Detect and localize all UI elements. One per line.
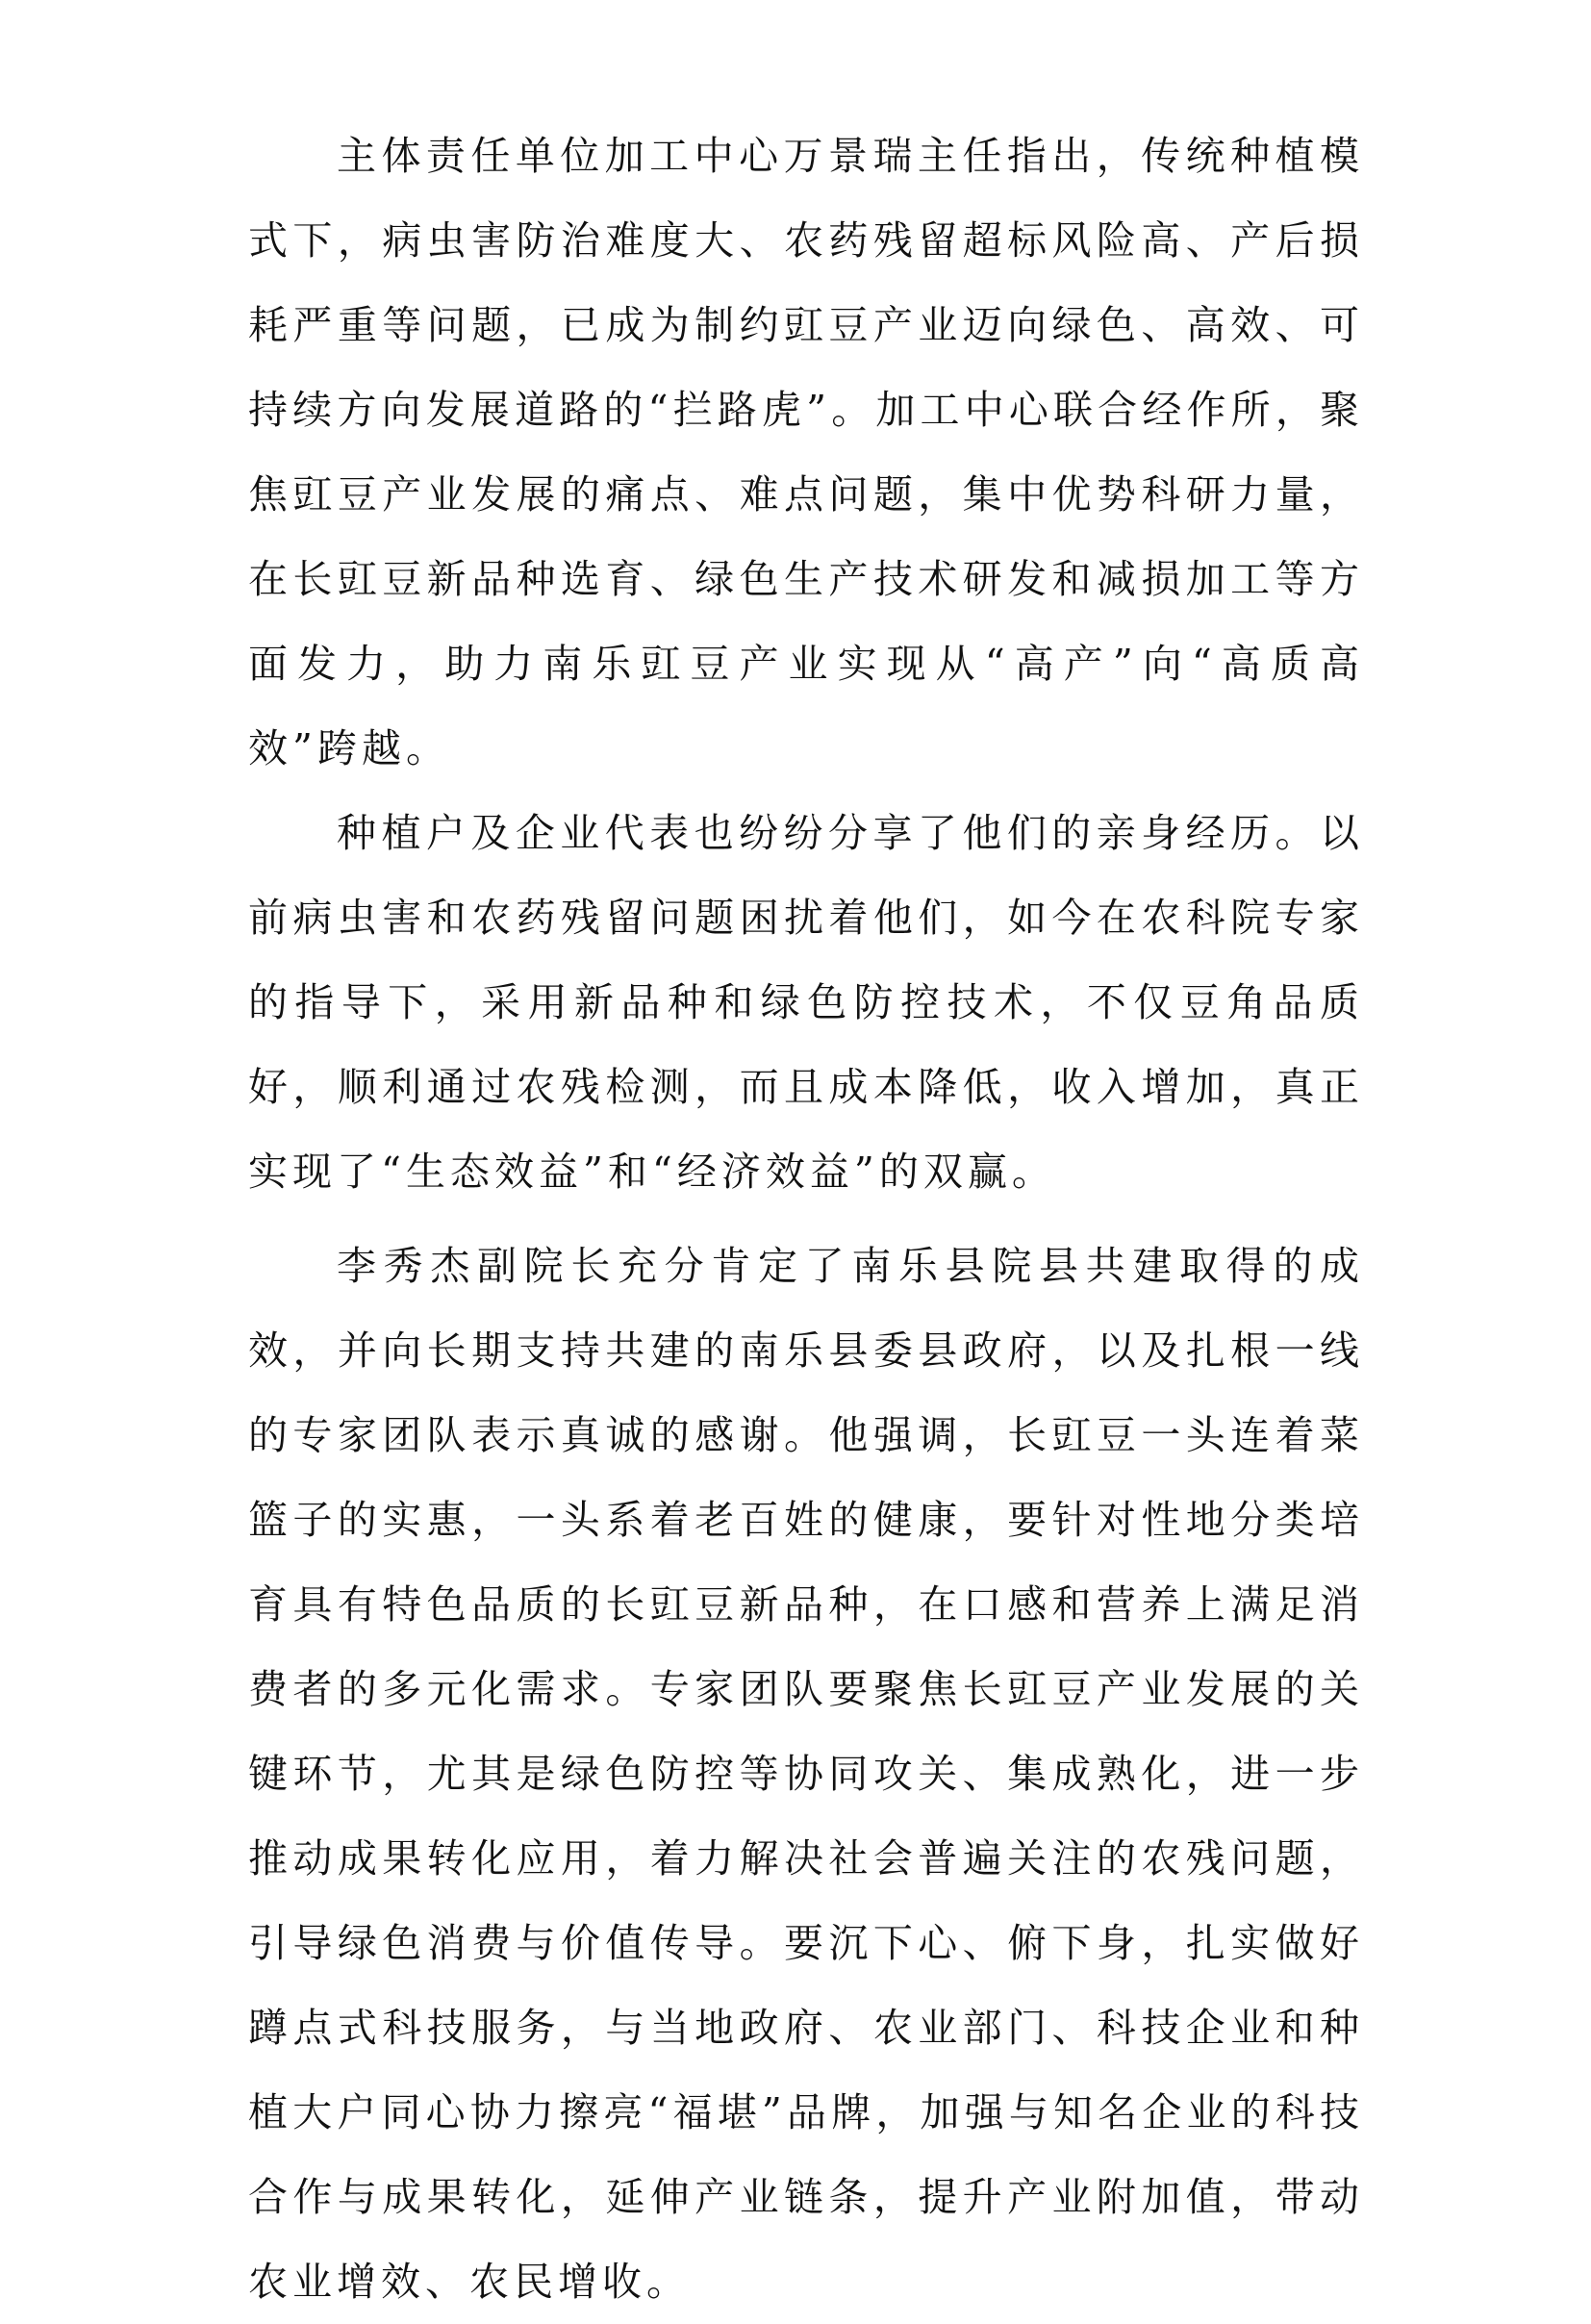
paragraph-grower-testimony: 种植户及企业代表也纷纷分享了他们的亲身经历。以前病虫害和农药残留问题困扰着他们，如今在农科院专家的指导下，采用新品种和绿色防控技术，不仅豆角品质好，顺利通过农残检测，而且成本降低，收入增加，真正实现了“生态效益”和“经济效益”的双赢。 xyxy=(248,810,1364,1195)
paragraph-processing-center-remarks: 主体责任单位加工中心万景瑞主任指出，传统种植模式下，病虫害防治难度大、农药残留超标风险高、产后损耗严重等问题，已成为制约豇豆产业迈向绿色、高效、可持续方向发展道路的“拦路虎”。加工中心联合经作所，聚焦豇豆产业发展的痛点、难点问题，集中优势科研力量，在长豇豆新品种选育、绿色生产技术研发和减损加工等方面发力，助力南乐豇豆产业实现从“高产”向“高质高效”跨越。 xyxy=(248,133,1364,771)
document-body xyxy=(248,114,1364,2324)
paragraph-vice-president-remarks: 李秀杰副院长充分肯定了南乐县院县共建取得的成效，并向长期支持共建的南乐县委县政府，以及扎根一线的专家团队表示真诚的感谢。他强调，长豇豆一头连着菜篮子的实惠，一头系着老百姓的健康，要针对性地分类培育具有特色品质的长豇豆新品种，在口感和营养上满足消费者的多元化需求。专家团队要聚焦长豇豆产业发展的关键环节，尤其是绿色防控等协同攻关、集成熟化，进一步推动成果转化应用，着力解决社会普遍关注的农残问题，引导绿色消费与价值传导。要沉下心、俯下身，扎实做好蹲点式科技服务，与当地政府、农业部门、科技企业和种植大户同心协力擦亮“福堪”品牌，加强与知名企业的科技合作与成果转化，延伸产业链条，提升产业附加值，带动农业增效、农民增收。 xyxy=(248,1243,1364,2305)
